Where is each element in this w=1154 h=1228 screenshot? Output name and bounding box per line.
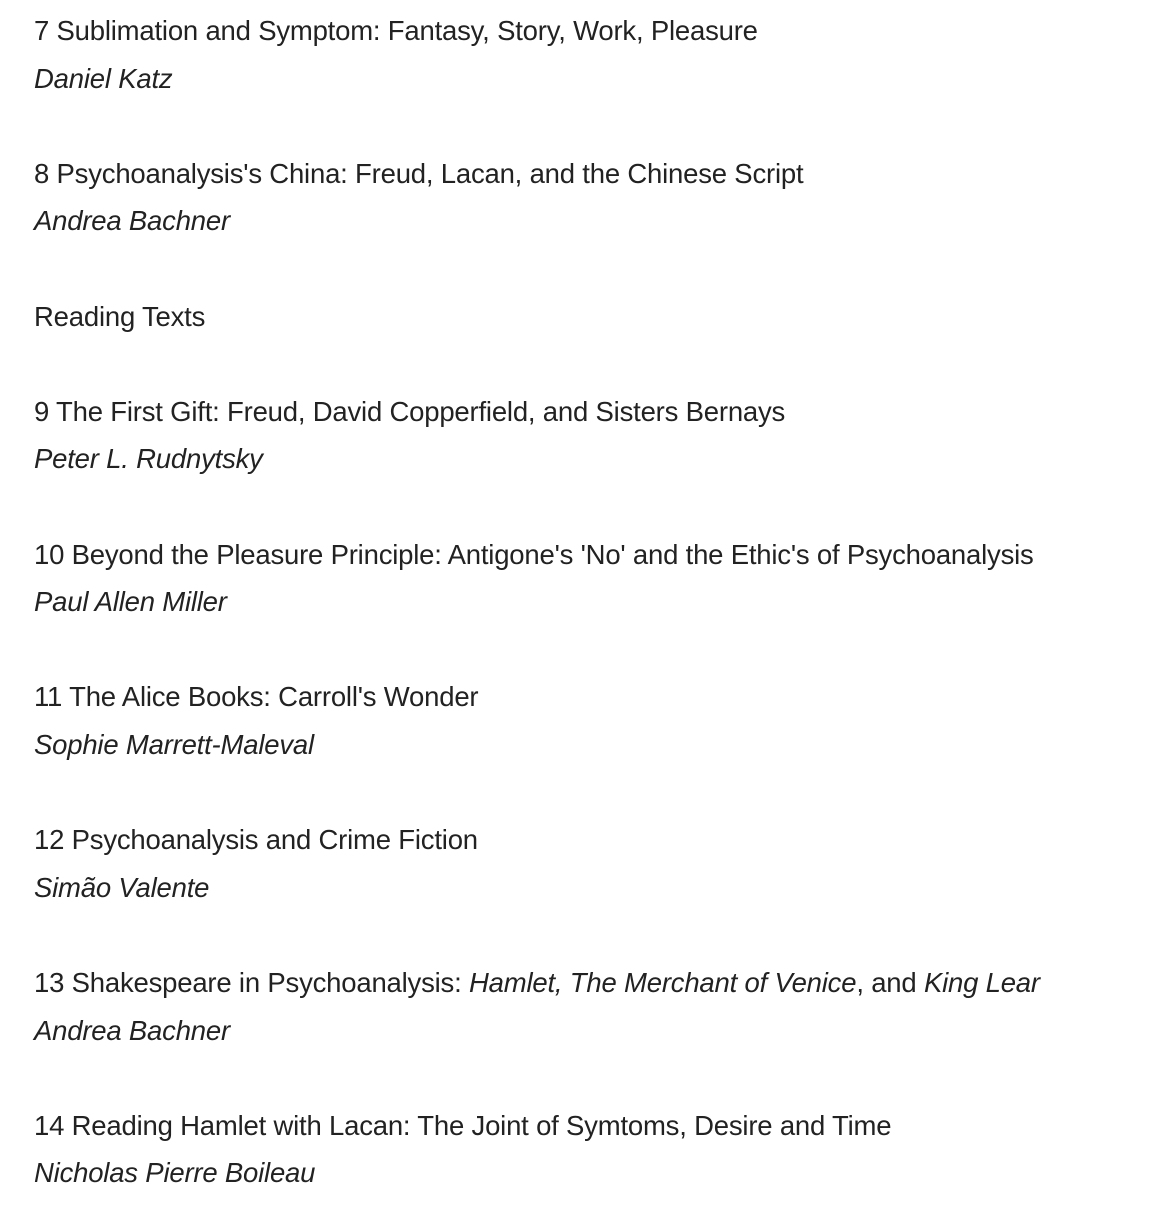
chapter-author: Paul Allen Miller [34, 586, 227, 617]
chapter-title[interactable]: 11 The Alice Books: Carroll's Wonder [34, 681, 479, 712]
chapter-title-prefix: 13 Shakespeare in Psychoanalysis: [34, 967, 469, 998]
chapter-author: Andrea Bachner [34, 1015, 230, 1046]
chapter-title[interactable]: 14 Reading Hamlet with Lacan: The Joint of Symtoms, Desire and Time [34, 1110, 892, 1141]
chapter-title[interactable]: 8 Psychoanalysis's China: Freud, Lacan, and the Chinese Script [34, 158, 804, 189]
chapter-title[interactable]: 7 Sublimation and Symptom: Fantasy, Story, Work, Pleasure [34, 15, 758, 46]
chapter-author: Simão Valente [34, 872, 210, 903]
chapter-title[interactable] [34, 966, 1040, 1000]
chapter-title[interactable]: 9 The First Gift: Freud, David Copperfield, and Sisters Bernays [34, 396, 786, 427]
section-heading: Reading Texts [34, 301, 206, 332]
chapter-title[interactable]: 10 Beyond the Pleasure Principle: Antigone's 'No' and the Ethic's of Psychoanalysis [34, 539, 1034, 570]
chapter-author: Nicholas Pierre Boileau [34, 1157, 316, 1188]
chapter-title[interactable]: 12 Psychoanalysis and Crime Fiction [34, 824, 478, 855]
chapter-title-work-italic: Hamlet, The Merchant of Venice [469, 967, 857, 998]
chapter-author: Peter L. Rudnytsky [34, 443, 263, 474]
chapter-author: Daniel Katz [34, 63, 173, 94]
chapter-author: Sophie Marrett-Maleval [34, 729, 314, 760]
chapter-title-conjunction: , and [856, 967, 924, 998]
chapter-author: Andrea Bachner [34, 205, 230, 236]
chapter-title-work-italic: King Lear [923, 967, 1040, 998]
